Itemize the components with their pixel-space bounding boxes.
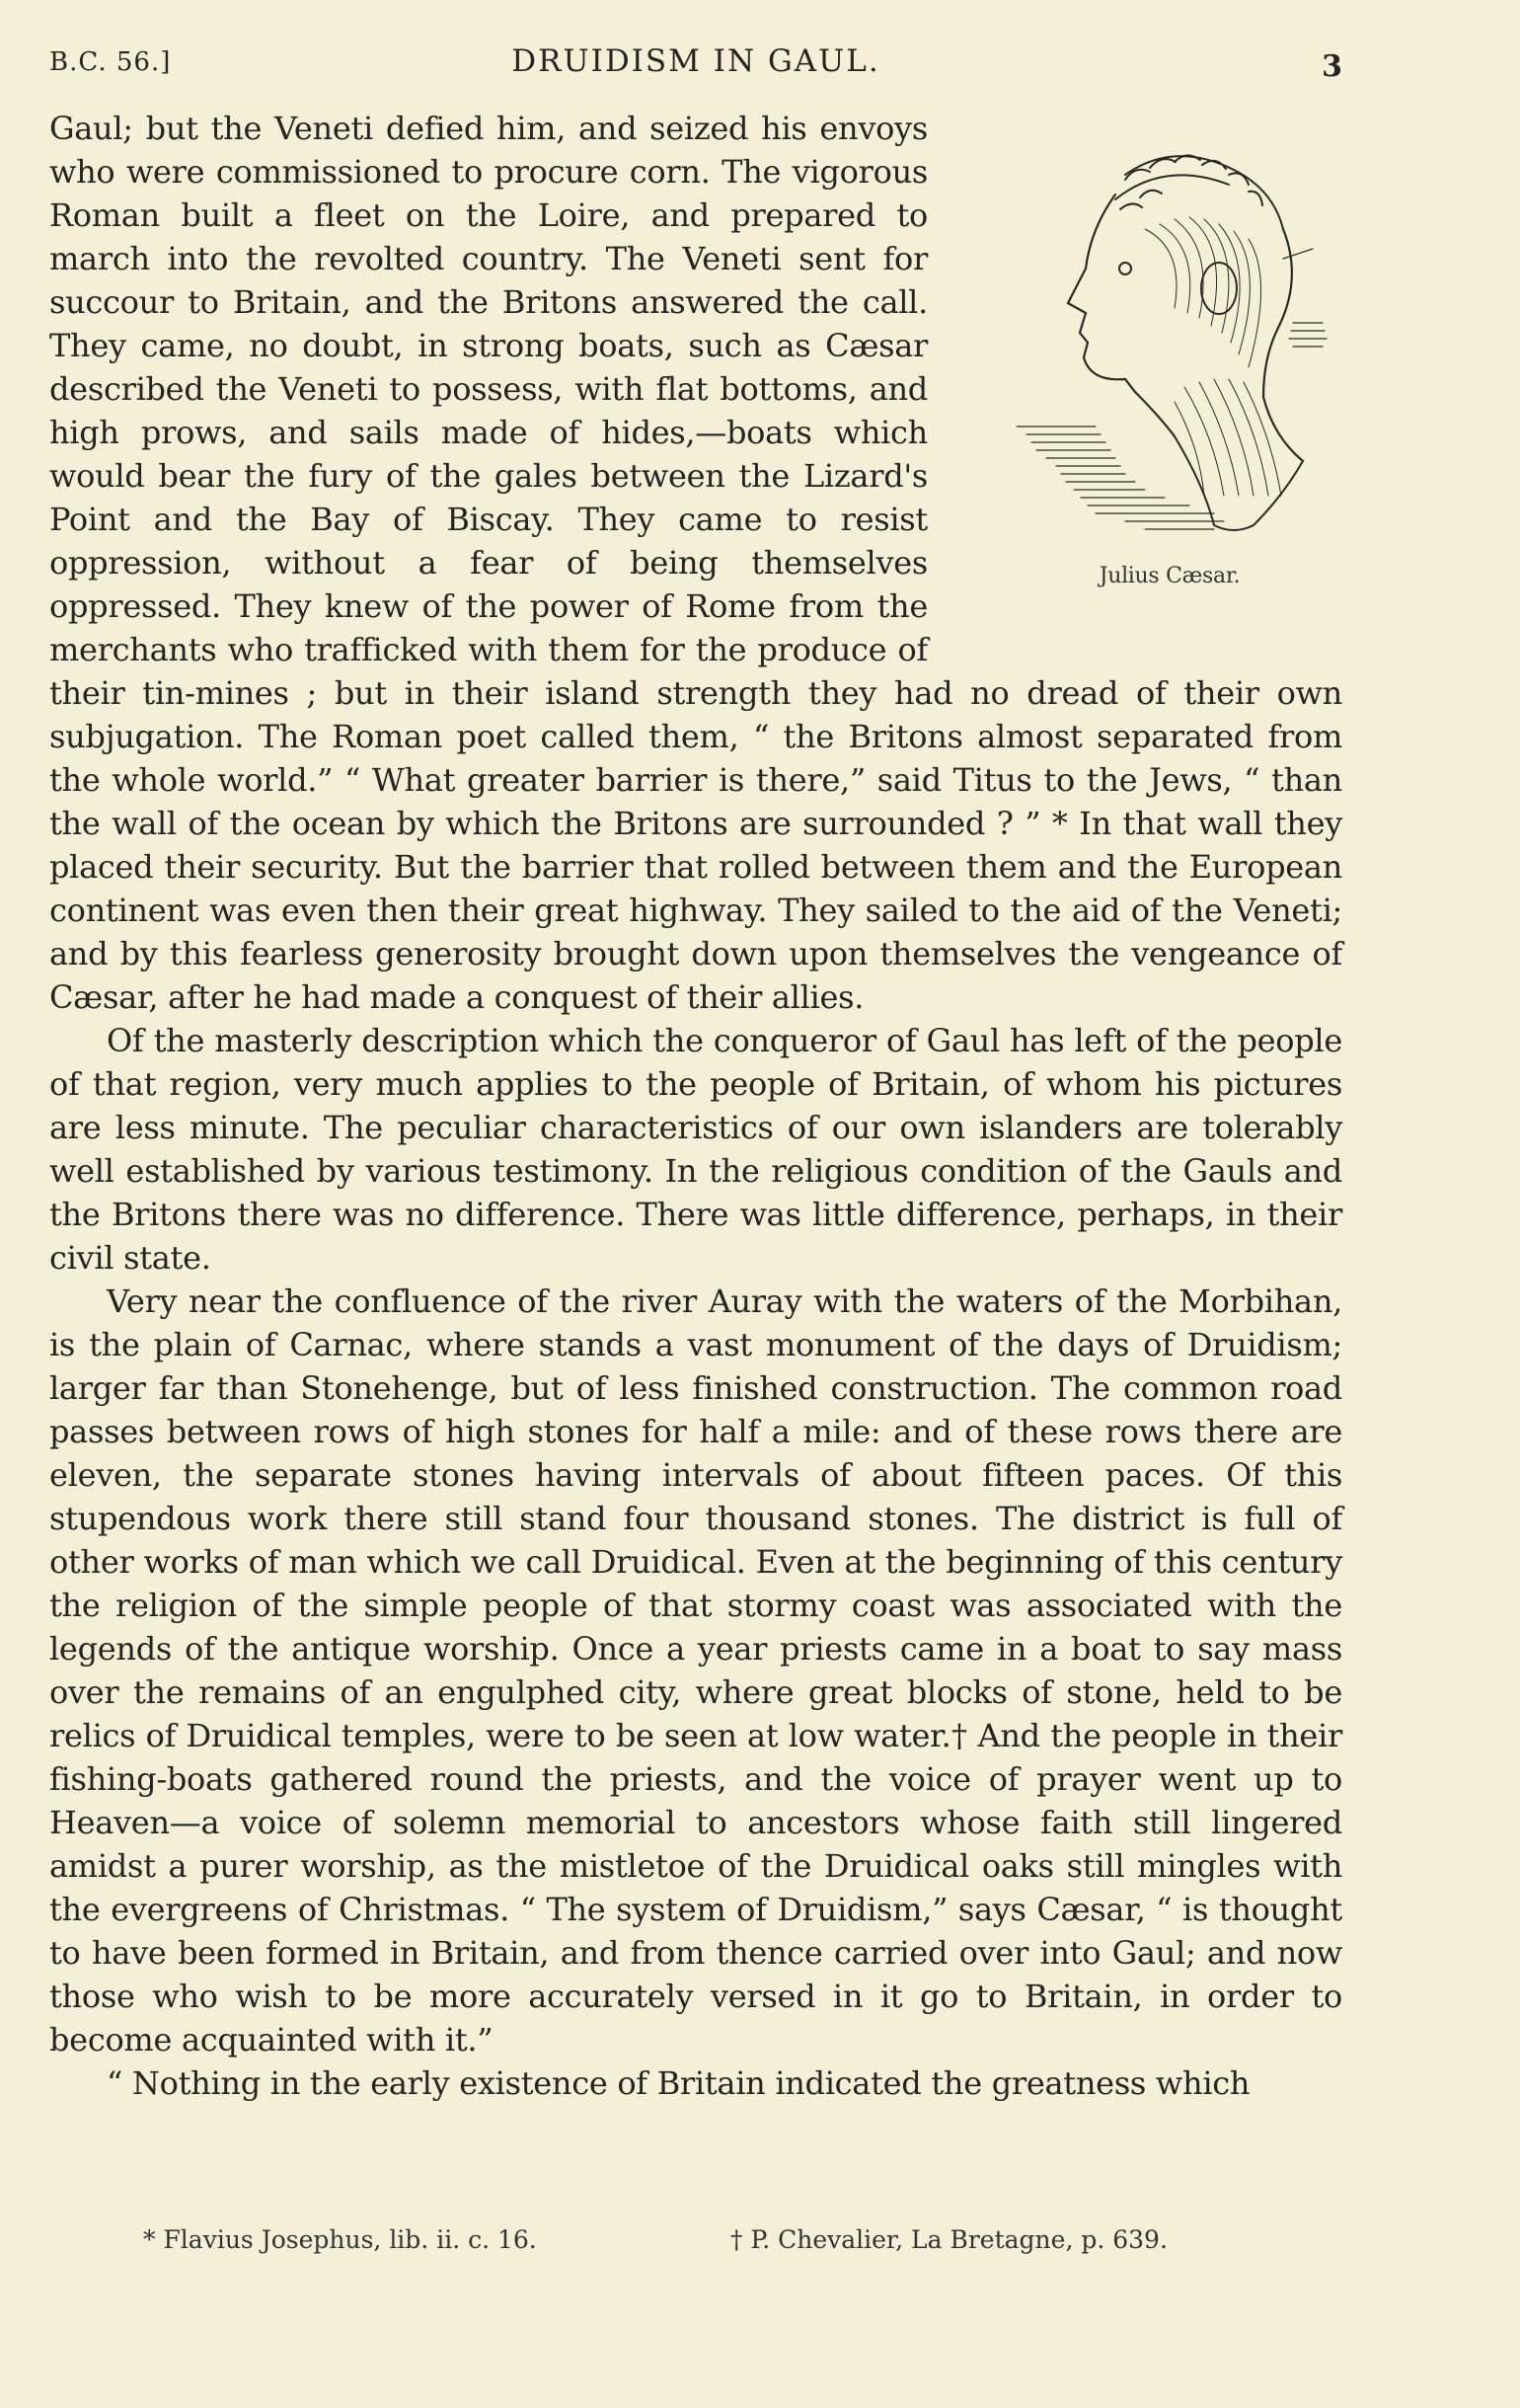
page-number: 3 [1322, 49, 1342, 84]
paragraph: Very near the confluence of the river Auray with the waters of the Morbihan, is the plain of Carnac, where stands a vast monument of the days of Druidism; larger far than Stonehenge, but of less finished construction. The common road passes between rows of high stones for half a mile: and of these rows there are eleven, the separate stones having intervals of about fifteen paces. Of this stupendous work there still stand four thousand stones. The district is full of other works of man which we call Druidical. Even at the beginning of this century the religion of the simple people of that stormy coast was associated with the legends of the antique worship. Once a year priests came in a boat to say mass over the remains of an engulphed city, where great blocks of stone, held to be relics of Druidical temples, were to be seen at low water.† And the people in their fishing-boats gathered round the priests, and the voice of prayer went up to Heaven—a voice of solemn memorial to ancestors whose faith still lingered amidst a purer worship, as the mistletoe of the Druidical oaks still mingles with the evergreens of Christmas. “ The system of Druidism,” says Cæsar, “ is thought to have been formed in Britain, and from thence carried over into Gaul; and now those who wish to be more accurately versed in it go to Britain, in order to become acquainted with it.” [49, 1282, 1342, 2058]
footnote: * Flavius Josephus, lib. ii. c. 16. [143, 2225, 537, 2254]
julius-caesar-engraving [977, 120, 1362, 555]
paragraph: Gaul; but the Veneti defied him, and seized his envoys who were commissioned to procure corn. The vigorous Roman built a fleet on the Loire, and prepared to march into the revolted country. The Veneti sent for succour to Britain, and the Britons answered the call. They came, no doubt, in strong boats, such as Cæsar described the Veneti to possess, with flat bottoms, and high prows, and sails made of hides,—boats which would bear the fury of the gales between the Lizard's Point and the Bay of Biscay. They came to resist oppression, without a fear of being themselves oppressed. They knew of the power of Rome from the merchants who trafficked with them for the produce of their tin-mines ; but in their island strength they had no dread of their own subjugation. The Roman poet called them, “ the Britons almost separated from the whole world.” “ What greater barrier is there,” said Titus to the Jews, “ than the wall of the ocean by which the Britons are surrounded ? ” * In that wall they placed their security. But the barrier that rolled between them and the European continent was even then their great highway. They sailed to the aid of the Veneti; and by this fearless generosity brought down upon themselves the vengeance of Cæsar, after he had made a conquest of their allies. [49, 110, 1342, 1016]
header-date: B.C. 56.] [49, 47, 172, 77]
paragraph: Of the masterly description which the conqueror of Gaul has left of the people of that region, very much applies to the people of Britain, of whom his pictures are less minute. The peculiar characteristics of our own islanders are tolerably well established by various testimony. In the religious condition of the Gauls and the Britons there was no difference. There was little difference, perhaps, in their civil state. [49, 1022, 1342, 1277]
chapter-title: DRUIDISM IN GAUL. [511, 43, 880, 79]
running-head [49, 43, 1342, 87]
eye-detail [1119, 263, 1131, 274]
face-shading [1145, 217, 1281, 496]
footnote: † P. Chevalier, La Bretagne, p. 639. [730, 2225, 1168, 2254]
body-text [49, 107, 1342, 2105]
ear-detail [1201, 263, 1237, 314]
laurel-wreath [1115, 155, 1283, 229]
head-profile [1068, 194, 1303, 461]
paragraph: “ Nothing in the early existence of Britain indicated the greatness which [107, 2064, 1251, 2102]
portrait-figure [977, 120, 1362, 626]
bust-drapery [1175, 436, 1303, 530]
figure-caption: Julius Cæsar. [1099, 564, 1241, 588]
